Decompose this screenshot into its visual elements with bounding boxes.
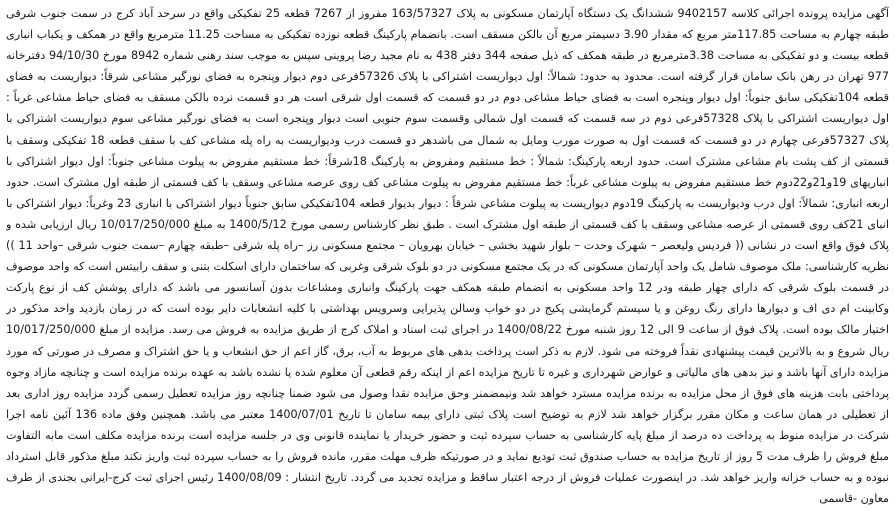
auction-notice bbox=[6, 3, 889, 508]
notice-text: آگهی مزایده پرونده اجرائی کلاسه 9402157 ششدانگ یک دستگاه آپارتمان مسکونی به پلاک 163/57327 مفروز از 7267 قطعه 25 تفکیکی واقع در سرحد آباد کرج در سمت جنوب شرقی طبقه چهارم به مساحت 117.85متر مربع که مقدار 3.90 دسیمتر مربع آن بالکن مسقف است. بانضمام پارکینگ قطعه نوزده تفکیکی به مساحت 11.25 مترمربع واقع در همکف و یکباب انباری قطعه بیست و دو تفکیکی به مساحت 3.38مترمربع در طبقه همکف که ذیل صفحه 344 دفتر 438 به نام مجید رضا پروینی سپس به موجب سند رهنی شماره 8942 مورخ 94/10/30 دفترخانه 977 تهران در رهن بانک سامان قرار گرفته است. محدود به حدود: شمالاً: اول دیواریست اشتراکی با پلاک 57326فرعی دوم دیوار وپنجره به فضای نورگیر مشاعی شرقاً: دیواریست به فضای قطعه 104تفکیکی سابق جنوباً: اول دیوار وپنجره است به فضای حیاط مشاعی دوم در دو قسمت که قسمت اول شرقی است هر دو قسمت نرده بالکن مسقف به فضای حیاط مشاعی غرباً : اول دیواریست اشتراکی با پلاک 57328فرعی دوم در سه قسمت که قسمت اول شمالی وقسمت سوم جنوبی است دیوار وپنجره است به فضای نورگیر مشاعی سوم دیواریست اشتراکی با پلاک 57327فرعی چهارم در دو قسمت که قسمت اول به صورت مورب ومایل به شمال می باشدهر دو قسمت درب ودیواریست به راه پله مشاعی کف با سقف قطعه 18 تفکیکی وسقف با قسمتی از کف پشت بام مشاعی مشترک است. حدود اربعه پارکینگ: شمالاً : خط مستقیم ومفروض به پارکینگ 18شرقاً: خط مستقیم مفروض به پیلوت مشاعی جنوباً: اول دیوار اشتراکی با انباریهای 19و21و22دوم خط مستقیم مفروض به پیلوت مشاعی غرباً: خط مستقیم مفروض به پیلوت مشاعی کف روی عرصه مشاعی وسقف با کف قسمتی از طبقه اول مشترک است. حدود اربعه انباری: شمالاً: اول درب ودیواریست به پارکینگ 19دوم دیواریست به پیلوت مشاعی شرقاً : دیوار بدیوار قطعه 104تفکیکی سابق جنوباً دیوار اشتراکی با انباری 23 وغرباً: دیوار اشتراکی با انبای 21کف روی قسمتی از عرصه مشاعی وسقف با کف قسمتی از طبقه اول مشترک است . طبق نظر کارشناس رسمی مورخ 1400/5/12 به مبلغ 10/017/250/000 ریال ارزیابی شده و پلاک فوق واقع است در نشانی (( فردیس ولیعصر – شهرک وحدت – بلوار شهید بخشی – خیابان بهرویان – مجتمع مسکونی رز –راه پله شرقی –طبقه چهارم –سمت جنوب شرقی –واحد 11 )) نظریه کارشناسی: ملک موصوف شامل یک واحد آپارتمان مسکونی که در یک مجتمع مسکونی در دو بلوک شرقی وغربی که ساختمان دارای اسکلت بتنی و سقف رابیتس است که واحد موصوف در قسمت بلوک شرقی که دارای چهار طبقه ودر 12 واحد مسکونی به انضمام طبقه همکف جهت پارکینگ وانباری ومشاعات بدون آسانسور می باشد که دارای پوشش کف از نوع پارکت وکابینت ام دی اف و دیوارها دارای رنگ روغن و یا سیستم گرمایشی پکیج در دو خواب وسالن پذیرایی وسرویس بهداشتی با کلیه انشعابات دایر بوده است که در زمان بازدید واحد مذکور در اختیار مالک بوده است. پلاک فوق از ساعت 9 الی 12 روز شنبه مورخ 1400/08/22 در اجرای ثبت اسناد و املاک کرج از طریق مزایده به فروش می رسد. مزایده از مبلغ 10/017/250/000 ریال شروع و به بالاترین قیمت پیشنهادی نقداً فروخته می شود. لازم به ذکر است پرداخت بدهی های مربوط به آب، برق، گاز اعم از حق انشعاب و یا حق اشتراک و مصرف در صورتی که مورد مزایده دارای آنها باشد و نیز بدهی های مالیاتی و عوارض شهرداری و غیره تا تاریخ مزایده اعم از اینکه رقم قطعی آن معلوم شده یا نشده باشد به عهده برنده مزایده است و چنانچه مازاد وجوه پرداختی بابت هزینه های فوق از محل مزایده به برنده مزایده مسترد خواهد شد ونیمضمنر وحق مزایده نقدا وصول می شود ضمنا چنانچه روز مزایده تعطیل رسمی گردد مزایده روز اداری بعد از تعطیلی در همان ساعت و مکان مقرر برگزار خواهد شد لازم به توضیح است پلاک ثبتی دارای بیمه سامان تا تاریخ 1400/07/01 معتبر می باشد. همچنین وفق ماده 136 آئین نامه اجرا شرکت در مزایده منوط به پرداخت ده درصد از مبلغ پایه کارشناسی به حساب سپرده ثبت و حضور خریدار یا نماینده قانونی وی در جلسه مزایده است برنده مزایده مکلف است مابه التفاوت مبلغ فروش را ظرف مدت 5 روز از تاریخ مزایده به حساب صندوق ثبت تودیع نماید و در صورتیکه ظرف مهلت مقرر، مانده فروش را به حساب سپرده ثبت واریز نکند مبلغ مذکور قابل استرداد نبوده و به حساب خزانه واریز خواهد شد. در اینصورت عملیات فروش از درجه اعتبار ساقط و مزایده تجدید می گردد. تاریخ انتشار : 1400/08/09 رئیس اجرای ثبت کرج-ایرانی بجندی از طرف معاون -قاسمی bbox=[6, 7, 889, 506]
